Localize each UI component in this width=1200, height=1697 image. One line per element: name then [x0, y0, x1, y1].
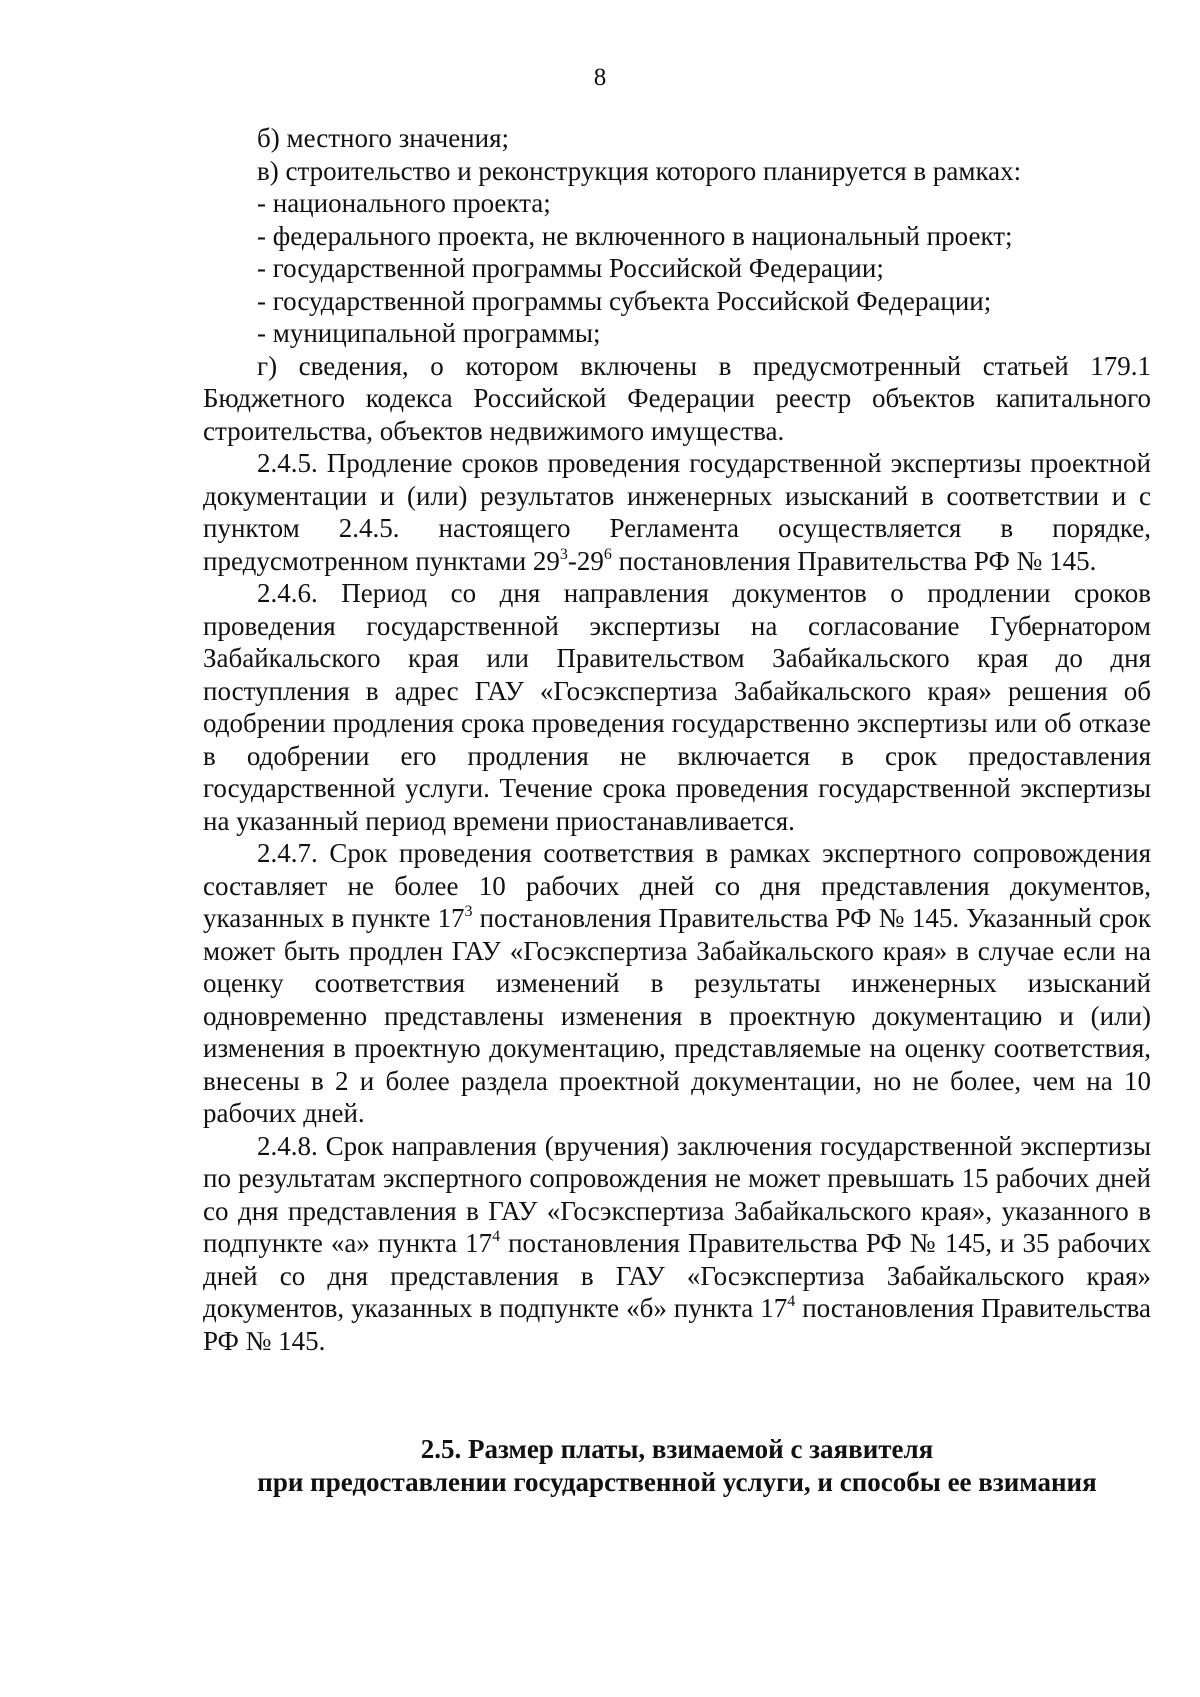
paragraph-2-4-8-text-3: постановления Правительства РФ № 145.: [203, 1293, 1151, 1356]
list-item-v: в) строительство и реконструкция которого планируется в рамках:: [257, 155, 1022, 186]
paragraph-2-4-6: 2.4.6. Период со дня направления документов о продлении сроков проведения государственной экспертизы на согласование Губернатором Забайкальского края или Правительством Забайкальского края до дня поступления в адрес ГАУ «Госэкспертиза Забайкальского края» решения об одобрении продления срока проведения государственно экспертизы или об отказе в одобрении его продления не включается в срок предоставления государственной услуги. Течение срока проведения государственной экспертизы на указанный период времени приостанавливается.: [203, 578, 1151, 836]
paragraph-2-4-5-text-1: 2.4.5. Продление сроков проведения государственной экспертизы проектной документации и (или) результатов инженерных изысканий в соответствии и с пунктом 2.4.5. настоящего Регламента осуществляется в порядке, предусмотренном пунктами 29: [203, 448, 1151, 576]
superscript: 4: [787, 1293, 796, 1310]
list-item-federal-project: - федерального проекта, не включенного в национальный проект;: [257, 220, 1013, 251]
paragraph-2-4-5: [203, 447, 1151, 577]
paragraph-2-4-8-text-1: 2.4.8. Срок направления (вручения) заключения государственной экспертизы по результатам экспертного сопровождения не может превышать 15 рабочих дней со дня представления в ГАУ «Госэкспертиза Забайкальского края», указанного в подпункте «а» пункта 17: [203, 1130, 1151, 1258]
paragraph-2-4-7-text-1: 2.4.7. Срок проведения соответствия в рамках экспертного сопровождения составляет не более 10 рабочих дней со дня представления документов, указанных в пункте 17: [203, 838, 1151, 933]
list-item-national-project: - национального проекта;: [257, 188, 551, 218]
list-item-b: б) местного значения;: [257, 123, 510, 153]
list-item-state-program-rf: - государственной программы Российской Федерации;: [257, 253, 884, 283]
superscript: 4: [492, 1228, 501, 1245]
list-item-state-program-subject: - государственной программы субъекта Российской Федерации;: [257, 285, 992, 316]
page-number: 8: [593, 64, 607, 91]
paragraph-2-4-8: [203, 1130, 1151, 1358]
paragraph-2-4-7-text-2: постановления Правительства РФ № 145. Указанный срок может быть продлен ГАУ «Госэкспертиза Забайкальского края» в случае если на оценку соответствия изменений в результаты инженерных изысканий одновременно представлены изменения в проектную документацию и (или) изменения в проектную документацию, представляемые на оценку соответствия, внесены в 2 и более раздела проектной документации, но не более, чем на 10 рабочих дней.: [203, 903, 1151, 1128]
superscript: 6: [603, 545, 612, 563]
superscript: 3: [464, 903, 473, 920]
section-heading-2-5: [203, 1433, 1151, 1499]
paragraph-2-4-8-text-2: постановления Правительства РФ № 145, и 35 рабочих дней со дня представления в ГАУ «Госэкспертиза Забайкальского края» документов, указанных в подпункте «б» пункта 17: [203, 1228, 1151, 1323]
paragraph-2-4-5-text-3: постановления Правительства РФ № 145.: [611, 545, 1097, 576]
paragraph-2-4-5-text-2: -29: [567, 545, 604, 576]
list-item-municipal-program: - муниципальной программы;: [257, 318, 601, 348]
section-heading-line-2: при предоставлении государственной услуги, и способы ее взимания: [257, 1467, 1097, 1497]
section-heading-line-1: 2.5. Размер платы, взимаемой с заявителя: [420, 1434, 934, 1464]
paragraph-2-4-7: [203, 837, 1151, 1130]
superscript: 3: [559, 545, 568, 563]
body-text: [203, 122, 1151, 1357]
paragraph-g: г) сведения, о котором включены в предусмотренный статьей 179.1 Бюджетного кодекса Российской Федерации реестр объектов капитального строительства, объектов недвижимого имущества.: [203, 350, 1151, 446]
